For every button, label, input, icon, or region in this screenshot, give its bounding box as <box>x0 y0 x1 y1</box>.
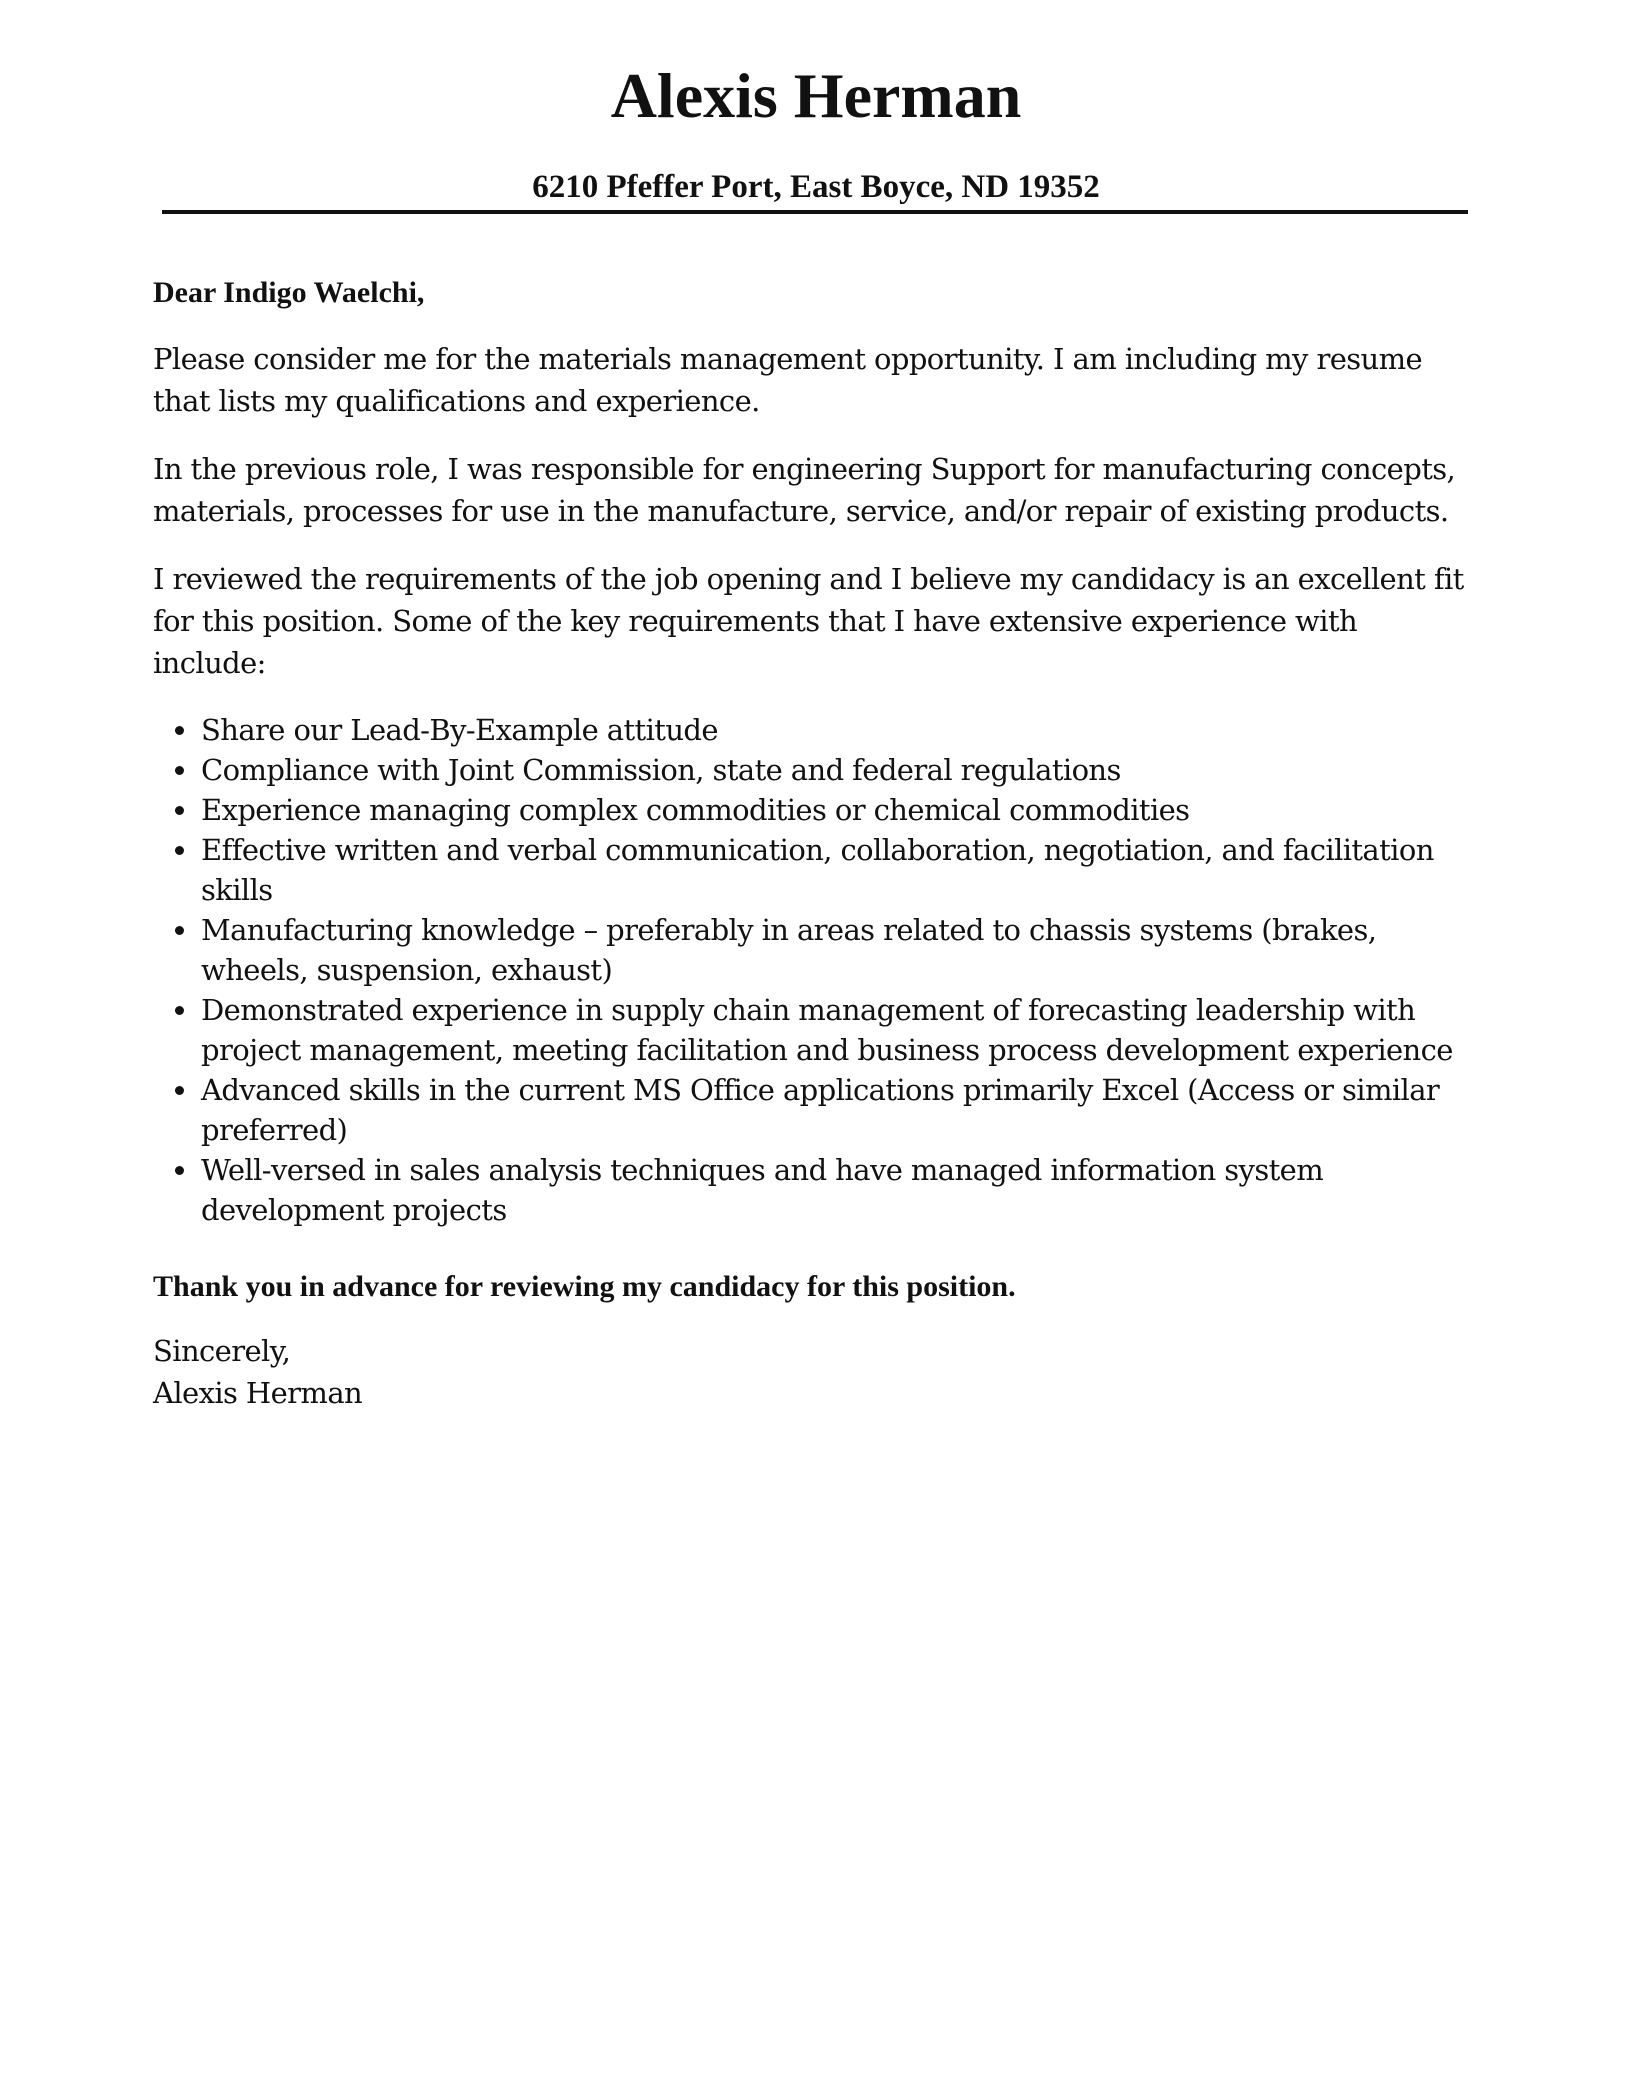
list-item <box>201 990 1473 1070</box>
list-item <box>201 830 1473 910</box>
list-item <box>201 910 1473 990</box>
list-item <box>201 790 1473 830</box>
paragraph-intro: Please consider me for the materials management opportunity. I am including my resume that lists my qualifications and experience. <box>153 342 1423 418</box>
paragraph-requirements-intro: I reviewed the requirements of the job opening and I believe my candidacy is an excellent fit for this position. Some of the key requirements that I have extensive experience with include: <box>153 562 1464 680</box>
list-item-text: Share our Lead-By-Example attitude <box>201 713 718 747</box>
list-item <box>201 1150 1473 1230</box>
bullet-icon <box>175 926 184 935</box>
bullet-icon <box>175 1006 184 1015</box>
bullet-icon <box>175 846 184 855</box>
closing-statement: Thank you in advance for reviewing my candidacy for this position. <box>153 1270 1016 1303</box>
signoff: Sincerely, <box>153 1334 291 1368</box>
list-item-text: Effective written and verbal communication, collaboration, negotiation, and facilitation skills <box>201 833 1434 907</box>
bullet-icon <box>175 1086 184 1095</box>
list-item-text: Demonstrated experience in supply chain management of forecasting leadership with project management, meeting facilitation and business process development experience <box>201 993 1453 1067</box>
list-item <box>201 710 1473 750</box>
applicant-address: 6210 Pfeffer Port, East Boyce, ND 19352 <box>532 169 1100 205</box>
bullet-icon <box>175 766 184 775</box>
header-divider <box>162 210 1468 214</box>
signature-name: Alexis Herman <box>153 1376 363 1410</box>
applicant-name: Alexis Herman <box>610 60 1022 131</box>
list-item-text: Experience managing complex commodities or chemical commodities <box>201 793 1190 827</box>
paragraph-previous-role: In the previous role, I was responsible for engineering Support for manufacturing concepts, materials, processes for use in the manufacture, service, and/or repair of existing products. <box>153 452 1456 528</box>
bullet-icon <box>175 806 184 815</box>
requirements-list <box>153 710 1473 1230</box>
bullet-icon <box>175 726 184 735</box>
list-item-text: Advanced skills in the current MS Office applications primarily Excel (Access or similar preferred) <box>201 1073 1440 1147</box>
list-item-text: Manufacturing knowledge – preferably in areas related to chassis systems (brakes, wheels, suspension, exhaust) <box>201 913 1377 987</box>
list-item <box>201 750 1473 790</box>
greeting: Dear Indigo Waelchi, <box>153 276 425 309</box>
letter-body <box>153 272 1473 1414</box>
list-item-text: Compliance with Joint Commission, state and federal regulations <box>201 753 1121 787</box>
list-item-text: Well-versed in sales analysis techniques and have managed information system development projects <box>201 1153 1324 1227</box>
list-item <box>201 1070 1473 1150</box>
bullet-icon <box>175 1166 184 1175</box>
